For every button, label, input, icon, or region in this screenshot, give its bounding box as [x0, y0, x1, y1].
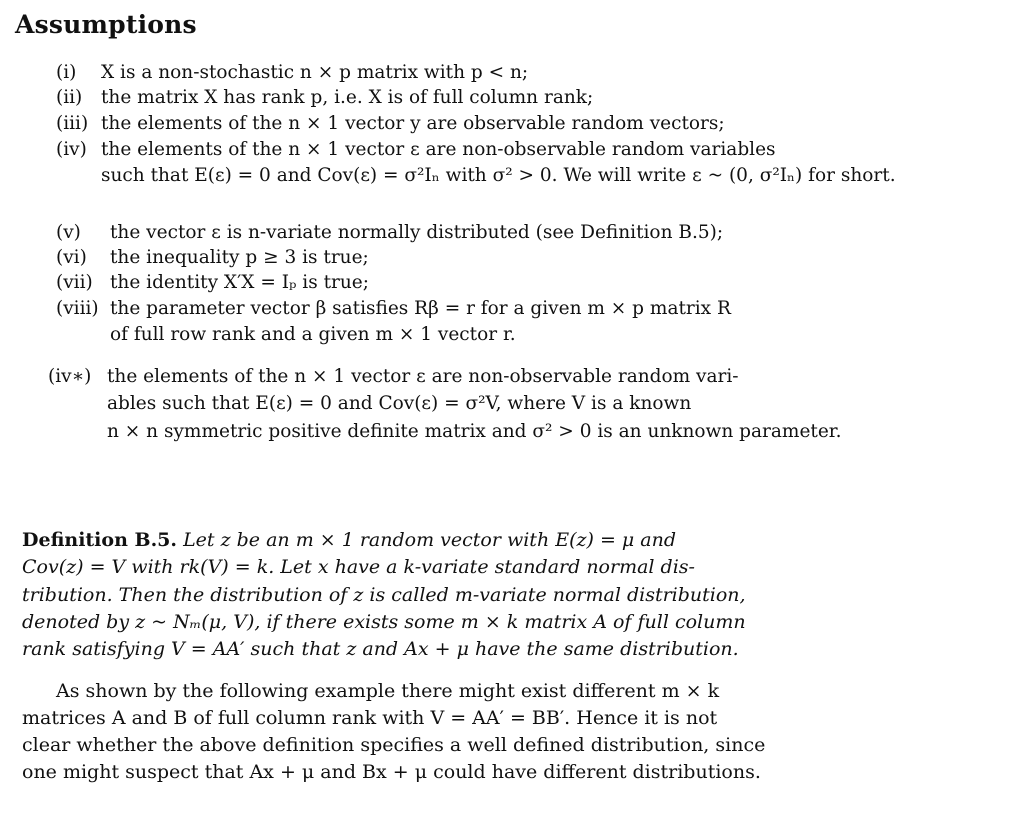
assumption-label: (ii) [56, 87, 83, 108]
paragraph-line: clear whether the above definition specifies a well defined distribution, since [22, 734, 766, 756]
assumption-text: the matrix X has rank p, i.e. X is of full column rank; [101, 87, 594, 108]
assumption-text: the parameter vector β satisfies Rβ = r for a given m × p matrix R [110, 298, 731, 319]
assumption-label: (i) [56, 62, 77, 83]
definition-line: Cov(z) = V with rk(V) = k. Let x have a k-variate standard normal dis- [22, 556, 695, 578]
definition-title: Definition B.5. [22, 529, 178, 551]
assumption-label: (viii) [56, 298, 99, 319]
assumption-text-continued: of full row rank and a given m × 1 vector r. [110, 324, 516, 345]
definition-line: denoted by z ~ Nₘ(μ, V), if there exists some m × k matrix A of full column [22, 611, 746, 633]
assumption-label: (iv∗) [48, 366, 92, 387]
assumption-text: the vector ε is n-variate normally distributed (see Definition B.5); [110, 222, 724, 243]
assumption-text: the elements of the n × 1 vector ε are non-observable random vari- [107, 366, 739, 387]
assumption-text: the elements of the n × 1 vector ε are non-observable random variables [101, 139, 776, 160]
definition-line: rank satisfying V = AA′ such that z and Ax + μ have the same distribution. [22, 638, 739, 660]
assumption-label: (vi) [56, 247, 87, 268]
paragraph-line: matrices A and B of full column rank with V = AA′ = BB′. Hence it is not [22, 707, 718, 729]
definition-line: tribution. Then the distribution of z is called m-variate normal distribution, [22, 584, 746, 606]
assumption-text: the inequality p ≥ 3 is true; [110, 247, 369, 268]
paragraph-line: one might suspect that Ax + μ and Bx + μ could have different distributions. [22, 761, 761, 783]
assumption-label: (v) [56, 222, 81, 243]
assumption-text: the identity X′X = Iₚ is true; [110, 272, 369, 293]
assumption-label: (iii) [56, 113, 89, 134]
assumption-label: (vii) [56, 272, 93, 293]
assumption-text: X is a non-stochastic n × p matrix with p < n; [101, 62, 529, 83]
assumption-label: (iv) [56, 139, 87, 160]
definition-text: Let z be an m × 1 random vector with E(z) = μ and [183, 529, 677, 551]
assumption-text-continued: n × n symmetric positive definite matrix and σ² > 0 is an unknown parameter. [107, 421, 842, 442]
paragraph-line: As shown by the following example there might exist different m × k [56, 680, 720, 702]
assumption-text: the elements of the n × 1 vector y are observable random vectors; [101, 113, 725, 134]
section-heading: Assumptions [15, 10, 197, 39]
assumption-text-continued: such that E(ε) = 0 and Cov(ε) = σ²Iₙ with σ² > 0. We will write ε ~ (0, σ²Iₙ) for short. [101, 165, 896, 186]
definition-line [22, 529, 676, 551]
assumption-text-continued: ables such that E(ε) = 0 and Cov(ε) = σ²V, where V is a known [107, 393, 692, 414]
